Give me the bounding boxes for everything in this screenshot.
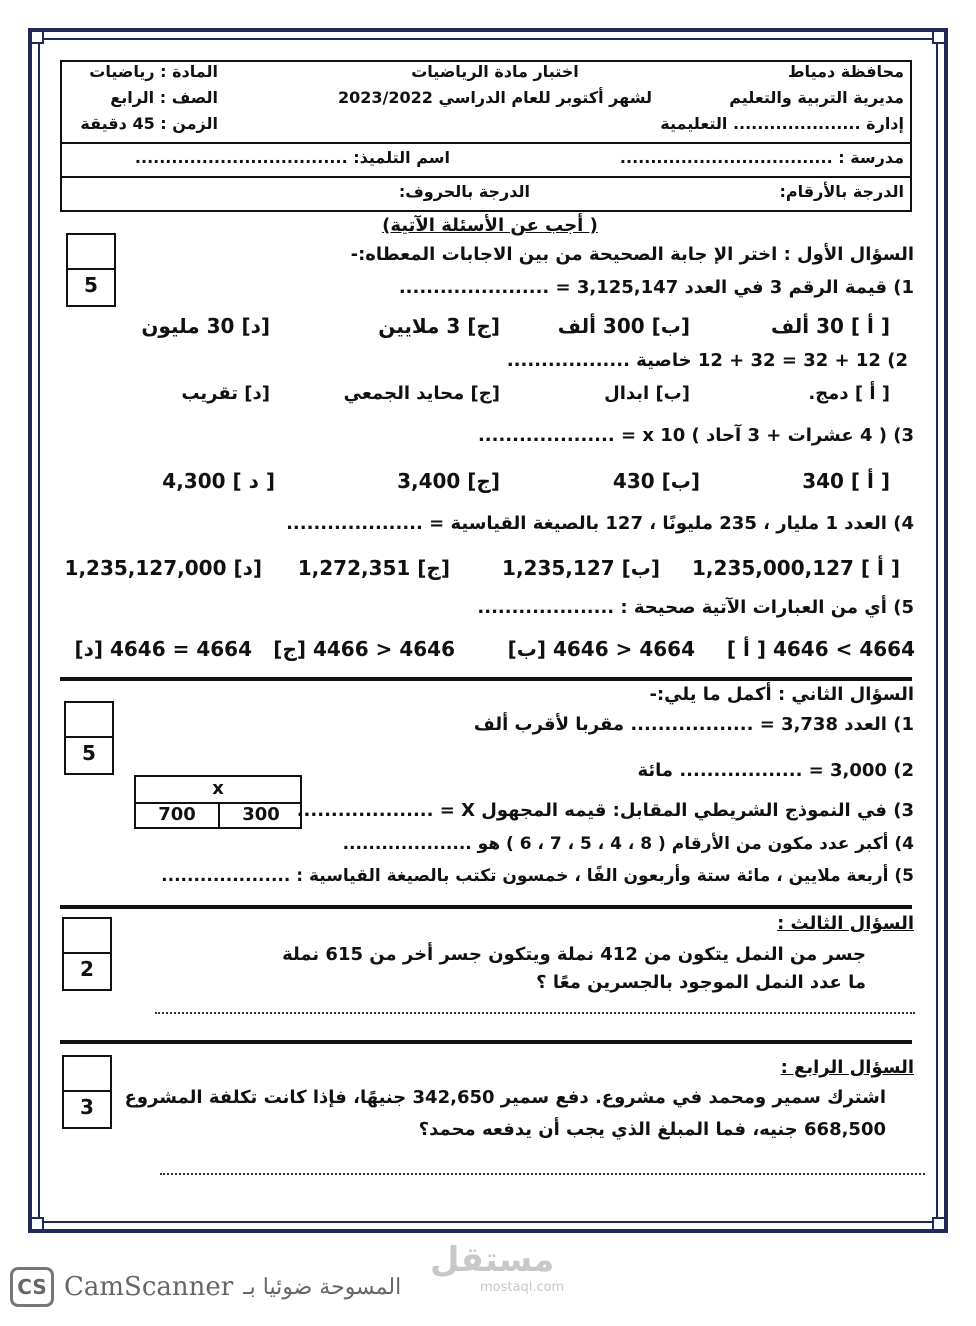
q2-item-2: 2) 3,000 = .................. مائة: [637, 760, 914, 781]
section-divider: [60, 1040, 912, 1044]
section-divider: [60, 905, 912, 909]
q2-item-4: 4) أكبر عدد مكون من الأرقام ( 8 ، 4 ، 5 ، 7 ، 6 ) هو ....................: [342, 834, 914, 854]
directorate: مديرية التربية والتعليم: [729, 88, 904, 107]
q2-title: السؤال الثاني : أكمل ما يلي:-: [649, 684, 914, 705]
q1-5-opt-c[interactable]: [ج] 4646 < 4466: [273, 637, 455, 661]
q2-item-3: 3) في النموذج الشريطي المقابل: قيمه المجهول X = ....................: [296, 800, 914, 821]
q1-item-3: 3) ( 4 عشرات + 3 آحاد ) 10 x = ....................: [477, 425, 914, 446]
q1-2-opt-b[interactable]: [ب] ابدال: [604, 383, 690, 404]
q1-5-opt-d[interactable]: [د] 4664 = 4646: [74, 637, 252, 661]
q3-answer-line[interactable]: [155, 1012, 915, 1014]
bar-model: [134, 775, 302, 829]
border-corner: [932, 30, 946, 44]
score-q2: 5: [82, 741, 96, 765]
student-name-field[interactable]: اسم التلميذ: ...................................: [134, 148, 450, 167]
score-q1: 5: [84, 273, 98, 297]
school-field[interactable]: مدرسة : ...................................: [619, 148, 904, 167]
q1-1-opt-b[interactable]: [ب] 300 ألف: [557, 314, 690, 338]
q1-2-opt-c[interactable]: [ج] محايد الجمعي: [343, 383, 500, 404]
section-divider: [60, 677, 912, 681]
q4-line-2: 668,500 جنيه، فما المبلغ الذي يجب أن يدفعه محمد؟: [418, 1119, 886, 1140]
q2-item-5: 5) أربعة ملايين ، مائة ستة وأربعون الفًا ، خمسون تكتب بالصيغة القياسية : ....................: [161, 866, 914, 886]
q1-3-opt-c[interactable]: [ج] 3,400: [397, 469, 500, 493]
q1-4-opt-b[interactable]: [ب] 1,235,127: [502, 556, 660, 580]
q3-line-1: جسر من النمل يتكون من 412 نملة ويتكون جسر أخر من 615 نملة: [282, 944, 866, 965]
subject: المادة : رياضيات: [89, 62, 218, 81]
border-corner: [30, 30, 44, 44]
q1-3-opt-d[interactable]: [ د ] 4,300: [162, 469, 275, 493]
q1-4-opt-c[interactable]: [ج] 1,272,351: [297, 556, 450, 580]
score-box-q1: [66, 233, 116, 307]
q1-1-opt-c[interactable]: [ج] 3 ملايين: [378, 314, 500, 338]
q1-title: السؤال الأول : اختر الإ جابة الصحيحة من بين الاجابات المعطاه:-: [350, 244, 914, 265]
instruction: ( أجب عن الأسئلة الآتية): [382, 215, 598, 236]
score-box-q4: [62, 1055, 112, 1129]
bar-model-unknown: x: [212, 778, 224, 799]
border-corner: [30, 1217, 44, 1231]
q1-3-opt-b[interactable]: [ب] 430: [612, 469, 700, 493]
scanner-footer: [10, 1264, 401, 1310]
grade-number-field[interactable]: الدرجة بالأرقام:: [779, 182, 904, 201]
q1-5-opt-b[interactable]: [ب] 4664 < 4646: [507, 637, 695, 661]
watermark: مستقل: [430, 1240, 555, 1280]
border-corner: [932, 1217, 946, 1231]
watermark-url: mostaql.com: [480, 1280, 565, 1295]
score-q3: 2: [80, 957, 94, 981]
duration: الزمن : 45 دقيقة: [80, 114, 218, 133]
score-box-q3: [62, 917, 112, 991]
bar-model-left: 700: [158, 804, 196, 825]
governorate: محافظة دمياط: [787, 62, 904, 81]
q1-item-1: 1) قيمة الرقم 3 في العدد 3,125,147 = ......................: [398, 277, 914, 298]
q1-2-opt-d[interactable]: [د] تقريب: [181, 383, 270, 404]
grade-level: الصف : الرابع: [110, 88, 218, 107]
q4-answer-line[interactable]: [160, 1173, 925, 1175]
q3-line-2: ما عدد النمل الموجود بالجسرين معًا ؟: [536, 972, 866, 993]
bar-model-right: 300: [242, 804, 280, 825]
score-q4: 3: [80, 1095, 94, 1119]
q1-1-opt-d[interactable]: [د] 30 مليون: [141, 314, 270, 338]
q1-5-opt-a[interactable]: [ أ ] 4664 > 4646: [726, 637, 915, 661]
q1-4-opt-a[interactable]: [ أ ] 1,235,000,127: [692, 556, 900, 580]
camscanner-caption: المسوحة ضوئيا بـ: [243, 1274, 402, 1300]
q4-line-1: اشترك سمير ومحمد في مشروع. دفع سمير 342,650 جنيهًا، فإذا كانت تكلفة المشروع: [124, 1087, 886, 1108]
q1-item-5: 5) أي من العبارات الآتية صحيحة : ....................: [477, 597, 914, 618]
q1-2-opt-a[interactable]: [ أ ] دمج.: [808, 383, 890, 404]
exam-period: لشهر أكتوبر للعام الدراسي 2023/2022: [338, 88, 652, 107]
camscanner-logo-icon: CS: [10, 1267, 54, 1307]
camscanner-name: CamScanner: [64, 1272, 234, 1302]
q1-item-4: 4) العدد 1 مليار ، 235 مليونًا ، 127 بالصيغة القياسية = ....................: [286, 513, 914, 534]
administration: إدارة ..................... التعليمية: [660, 114, 904, 133]
q3-title: السؤال الثالث :: [777, 913, 914, 934]
grade-words-field[interactable]: الدرجة بالحروف:: [398, 182, 530, 201]
exam-title: اختبار مادة الرياضيات: [411, 62, 579, 81]
score-box-q2: [64, 701, 114, 775]
q1-3-opt-a[interactable]: [ أ ] 340: [802, 469, 890, 493]
q4-title: السؤال الرابع :: [780, 1057, 914, 1078]
q1-1-opt-a[interactable]: [ أ ] 30 ألف: [770, 314, 890, 338]
q1-4-opt-d[interactable]: [د] 1,235,127,000: [64, 556, 262, 580]
q1-item-2: 2) 12 + 32 = 32 + 12 خاصية ..................: [506, 350, 908, 371]
q2-item-1: 1) العدد 3,738 = .................. مقربا لأقرب ألف: [473, 714, 914, 735]
